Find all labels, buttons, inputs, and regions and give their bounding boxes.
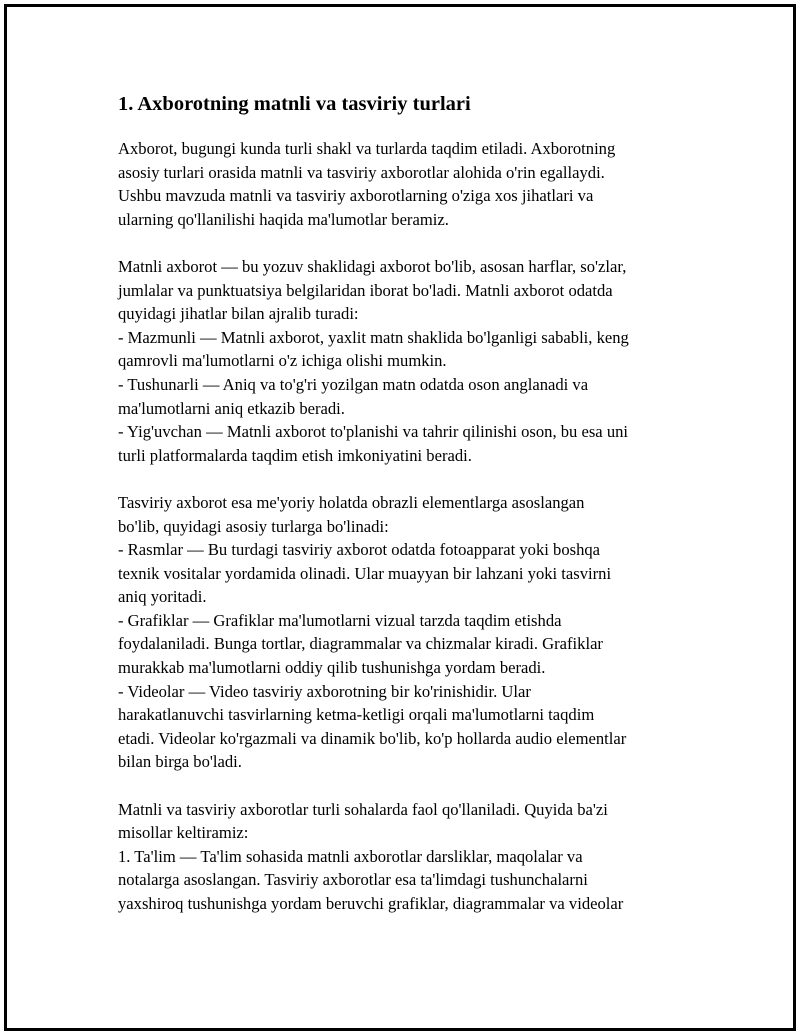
document-body [114,90,704,939]
paragraph-visual-info: Tasviriy axborot esa me'yoriy holatda obrazli elementlarga asoslangan bo'lib, quyidagi asosiy turlarga bo'linadi: - Rasmlar — Bu turdagi tasviriy axborot odatda fotoapparat yoki boshqa texnik vositalar yordamida olinadi. Ular muayyan bir lahzani yoki tasvirni aniq yoritadi. - Grafiklar — Grafiklar ma'lumotlarni vizual tarzda taqdim etishda foydalaniladi. Bunga tortlar, diagrammalar va chizmalar kiradi. Grafiklar murakkab ma'lumotlarni oddiy qilib tushunishga yordam beradi. - Videolar — Video tasviriy axborotning bir ko'rinishidir. Ular harakatlanuvchi tasvirlarning ketma-ketligi orqali ma'lumotlarni taqdim etadi. Videolar ko'rgazmali va dinamik bo'lib, ko'p hollarda audio elementlar bilan birga bo'ladi. [118,492,627,772]
paragraph-applications: Matnli va tasviriy axborotlar turli sohalarda faol qo'llaniladi. Quyida ba'zi misollar keltiramiz: 1. Ta'lim — Ta'lim sohasida matnli axborotlar darsliklar, maqolalar va notalarga asoslangan. Tasviriy axborotlar esa ta'limdagi tushunchalarni yaxshiroq tushunishga yordam beruvchi grafiklar, diagrammalar va videolar [118,799,624,913]
section-title: 1. Axborotning matnli va tasviriy turlari [118,93,471,115]
paragraph-intro: Axborot, bugungi kunda turli shakl va turlarda taqdim etiladi. Axborotning asosiy turlari orasida matnli va tasviriy axborotlar alohida o'rin egallaydi. Ushbu mavzuda matnli va tasviriy axborotlarning o'ziga xos jihatlari va ularning qo'llanilishi haqida ma'lumotlar beramiz. [118,139,616,229]
paragraph-text-info: Matnli axborot — bu yozuv shaklidagi axborot bo'lib, asosan harflar, so'zlar, jumlalar va punktuatsiya belgilaridan iborat bo'ladi. Matnli axborot odatda quyidagi jihatlar bilan ajralib turadi: - Mazmunli — Matnli axborot, yaxlit matn shaklida bo'lganligi sababli, keng qamrovli ma'lumotlarni o'z ichiga olishi mumkin. - Tushunarli — Aniq va to'g'ri yozilgan matn odatda oson anglanadi va ma'lumotlarni aniq etkazib beradi. - Yig'uvchan — Matnli axborot to'planishi va tahrir qilinishi oson, bu esa uni turli platformalarda taqdim etish imkoniyatini beradi. [118,256,629,465]
